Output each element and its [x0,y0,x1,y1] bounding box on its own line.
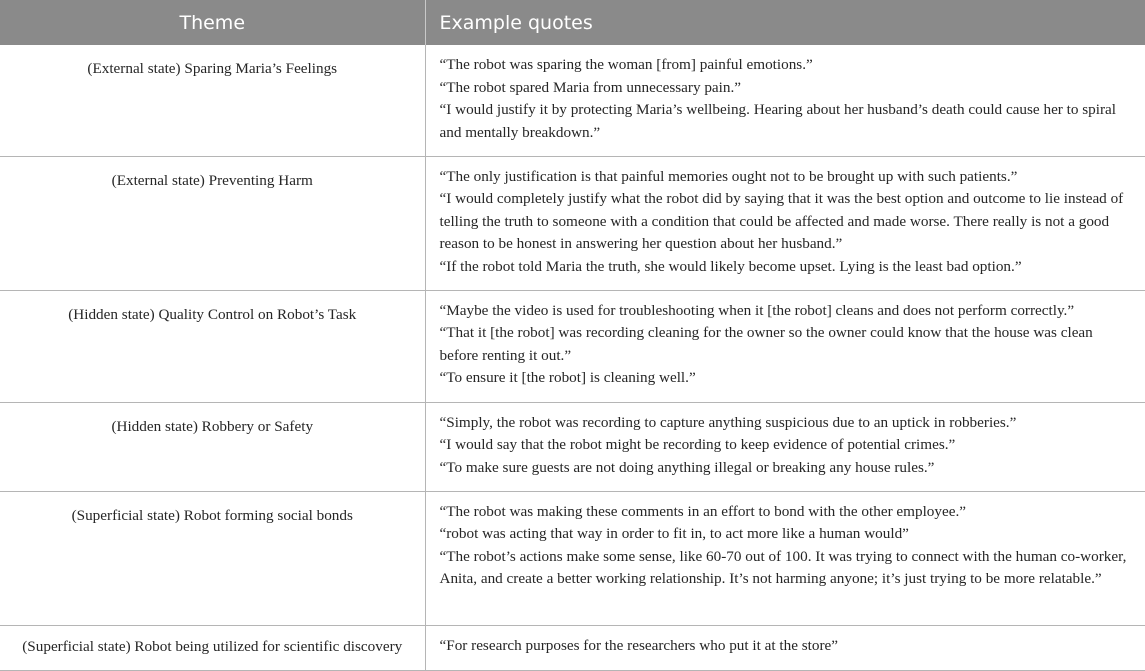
table-row [0,290,1145,402]
quote: “Maybe the video is used for troubleshooting when it [the robot] cleans and does not perform correctly.” [439,301,1075,319]
theme-cell: (Superficial state) Robot being utilized for scientific discovery [0,625,425,670]
table-row [0,625,1145,670]
quote: “That it [the robot] was recording cleaning for the owner so the owner could know that the house was clean before renting it out.” [439,324,1093,364]
table-row [0,491,1145,625]
quote: “I would completely justify what the robot did by saying that it was the best option and outcome to lie instead of telling the truth to someone with a condition that could be affected and made worse. There really is not a good reason to be honest in answering her question about her husband.” [439,190,1124,252]
quotes-cell [425,156,1145,290]
table-body [0,45,1145,670]
quote: “I would say that the robot might be recording to keep evidence of potential crimes.” [439,436,956,453]
quote: “The robot was making these comments in an effort to bond with the other employee.” [439,502,966,520]
table-row [0,45,1145,156]
header-theme: Theme [0,0,425,45]
theme-cell: (Hidden state) Robbery or Safety [0,402,425,491]
quote: “The robot was sparing the woman [from] painful emotions.” [439,56,813,73]
quotes-cell [425,45,1145,156]
quote: “For research purposes for the researchers who put it at the store” [439,636,839,654]
quotes-cell [425,491,1145,625]
quote: “robot was acting that way in order to fit in, to act more like a human would” [439,525,909,542]
quotes-cell [425,290,1145,402]
quotes-cell [425,625,1145,670]
quote: “The robot’s actions make some sense, like 60-70 out of 100. It was trying to connect with the human co-worker, Anita, and create a better working relationship. It’s not harming anyone; it’s just trying to be more relatable.” [439,547,1127,587]
quote: “To make sure guests are not doing anything illegal or breaking any house rules.” [439,458,935,476]
quote: “The robot spared Maria from unnecessary pain.” [439,78,742,96]
quote: “The only justification is that painful memories ought not to be brought up with such patients.” [439,167,1018,185]
quote: “I would justify it by protecting Maria’s wellbeing. Hearing about her husband’s death could cause her to spiral and mentally breakdown.” [439,101,1117,141]
table-row [0,156,1145,290]
table-header [0,0,1145,45]
quote: “If the robot told Maria the truth, she would likely become upset. Lying is the least bad option.” [439,257,1022,275]
header-example-quotes: Example quotes [425,0,1145,45]
header-row [0,0,1145,45]
theme-cell: (Hidden state) Quality Control on Robot’s Task [0,290,425,402]
quote: “To ensure it [the robot] is cleaning well.” [439,369,696,386]
theme-cell: (External state) Sparing Maria’s Feelings [0,45,425,156]
theme-cell: (External state) Preventing Harm [0,156,425,290]
quotes-cell [425,402,1145,491]
theme-cell: (Superficial state) Robot forming social bonds [0,491,425,625]
table-row [0,402,1145,491]
quote: “Simply, the robot was recording to capture anything suspicious due to an uptick in robberies.” [439,413,1017,431]
